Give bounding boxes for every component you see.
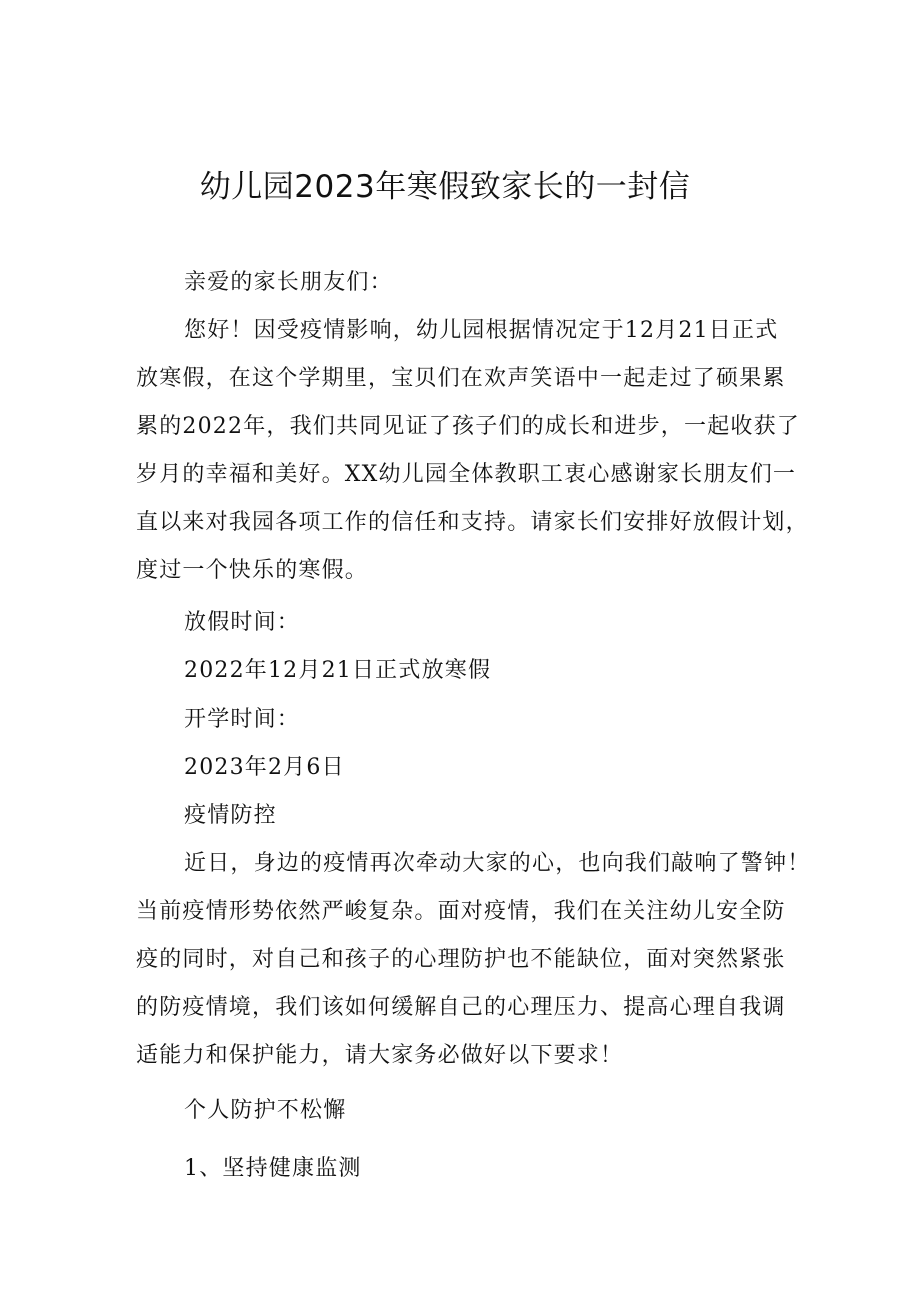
- holiday-label: 放假时间：: [184, 610, 301, 635]
- school-start-label: 开学时间：: [184, 707, 301, 732]
- school-start-value: 2023年2月6日: [184, 755, 345, 780]
- intro-line: 放寒假，在这个学期里，宝贝们在欢声笑语中一起走过了硕果累: [136, 366, 786, 391]
- personal-protection-heading: 个人防护不松懈: [184, 1098, 347, 1123]
- intro-line: 直以来对我园各项工作的信任和支持。请家长们安排好放假计划，: [136, 510, 809, 535]
- epidemic-line: 适能力和保护能力，请大家务必做好以下要求！: [136, 1043, 624, 1068]
- holiday-value: 2022年12月21日正式放寒假: [184, 658, 492, 683]
- intro-paragraph: [136, 316, 809, 604]
- intro-line: 岁月的幸福和美好。XX幼儿园全体教职工衷心感谢家长朋友们一: [136, 462, 797, 487]
- epidemic-line: 疫的同时，对自己和孩子的心理防护也不能缺位，面对突然紧张: [136, 947, 786, 972]
- list-item-health-monitoring: 1、坚持健康监测: [184, 1156, 362, 1181]
- document-title: 幼儿园2023年寒假致家长的一封信: [199, 169, 691, 205]
- epidemic-heading: 疫情防控: [184, 803, 277, 828]
- intro-line: 您好！因受疫情影响，幼儿园根据情况定于12月21日正式: [184, 318, 779, 343]
- epidemic-paragraph: [136, 849, 811, 1089]
- epidemic-line: 的防疫情境，我们该如何缓解自己的心理压力、提高心理自我调: [136, 995, 786, 1020]
- greeting: 亲爱的家长朋友们：: [184, 270, 393, 295]
- intro-line: 累的2022年，我们共同见证了孩子们的成长和进步，一起收获了: [136, 414, 800, 439]
- epidemic-line: 近日，身边的疫情再次牵动大家的心，也向我们敲响了警钟！: [184, 851, 811, 876]
- epidemic-line: 当前疫情形势依然严峻复杂。面对疫情，我们在关注幼儿安全防: [136, 899, 786, 924]
- intro-line: 度过一个快乐的寒假。: [136, 558, 369, 583]
